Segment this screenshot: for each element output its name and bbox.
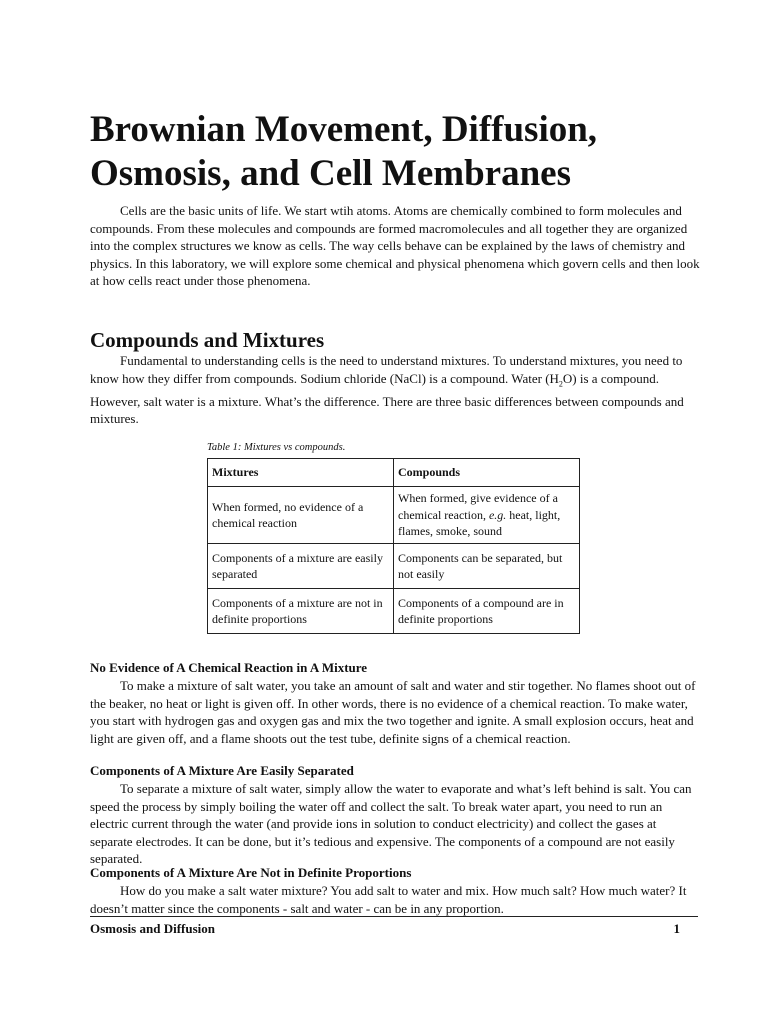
- subsection-heading: Components of A Mixture Are Not in Definite Proportions: [90, 865, 412, 880]
- table-row: [208, 544, 580, 589]
- subsection-paragraph: How do you make a salt water mixture? You add salt to water and mix. How much salt? How much water? It doesn’t matter since the components - salt and water - can be in any proportion.: [90, 883, 687, 916]
- intro-paragraph: Cells are the basic units of life. We start wtih atoms. Atoms are chemically combined to form molecules and compounds. From these molecules and compounds are formed macromolecules and all together they are organized into the complex structures we know as cells. The way cells behave can be explained by the laws of chemistry and physics. In this laboratory, we will explore some chemical and physical phenomena which govern cells and then look at how cells react under those phenomena.: [90, 203, 700, 289]
- section-paragraph-part1: Fundamental to understanding cells is the need to understand mixtures. To understand mixtures, you need to know how they differ from compounds. Sodium chloride (NaCl) is a compound. Water (H: [90, 353, 683, 386]
- section-paragraph-part2: O) is a compound. However, salt water is a mixture. What’s the difference. There are three basic differences between compounds and mixtures.: [90, 370, 684, 427]
- table-caption: Table 1: Mixtures vs compounds.: [207, 442, 346, 453]
- cell-compound: Components of a compound are in definite proportions: [394, 589, 580, 634]
- subscript-two: 2: [558, 379, 563, 389]
- header-compounds: Compounds: [394, 459, 580, 487]
- subsection-heading: Components of A Mixture Are Easily Separated: [90, 763, 354, 778]
- page-number: 1: [673, 921, 680, 936]
- table-header-row: [208, 459, 580, 487]
- cell-compound: [394, 487, 580, 544]
- document-title: Brownian Movement, Diffusion, Osmosis, and Cell Membranes: [90, 109, 598, 194]
- table-row: [208, 487, 580, 544]
- footer-divider: [90, 916, 698, 917]
- cell-compound: Components can be separated, but not easily: [394, 544, 580, 589]
- cell-compound-text-end: heat, light, flames, smoke, sound: [398, 507, 561, 539]
- cell-mixture: Components of a mixture are easily separated: [208, 544, 394, 589]
- cell-compound-text: When formed, give evidence of a chemical reaction,: [398, 491, 558, 522]
- comparison-table: [207, 458, 580, 634]
- subsection-paragraph: To separate a mixture of salt water, simply allow the water to evaporate and what’s left behind is salt. You can speed the process by simply boiling the water off and collect the salt. To break water apart, you need to run an electric current through the water (and provide ions in solution to conduct electricity) and collect the gases at separate electrodes. It can be done, but it’s tedious and expensive. The components of a compound are not easily separated.: [90, 781, 692, 867]
- section-paragraph: [90, 352, 702, 428]
- section-heading: Compounds and Mixtures: [90, 328, 325, 352]
- header-mixtures: Mixtures: [208, 459, 394, 487]
- cell-mixture: Components of a mixture are not in definite proportions: [208, 589, 394, 634]
- footer-title: Osmosis and Diffusion: [90, 921, 215, 936]
- table-row: [208, 589, 580, 634]
- cell-mixture: When formed, no evidence of a chemical reaction: [208, 487, 394, 544]
- subsection-paragraph: To make a mixture of salt water, you take an amount of salt and water and stir together. No flames shoot out of the beaker, no heat or light is given off. In other words, there is no evidence of a chemical reaction. To make water, you start with hydrogen gas and oxygen gas and mix the two together and ignite. A small explosion occurs, heat and light are given off, and a flame shoots out the test tube, definite signs of a chemical reaction.: [90, 678, 696, 746]
- subsection-heading: No Evidence of A Chemical Reaction in A Mixture: [90, 660, 368, 675]
- cell-compound-italic: e.g.: [488, 507, 507, 522]
